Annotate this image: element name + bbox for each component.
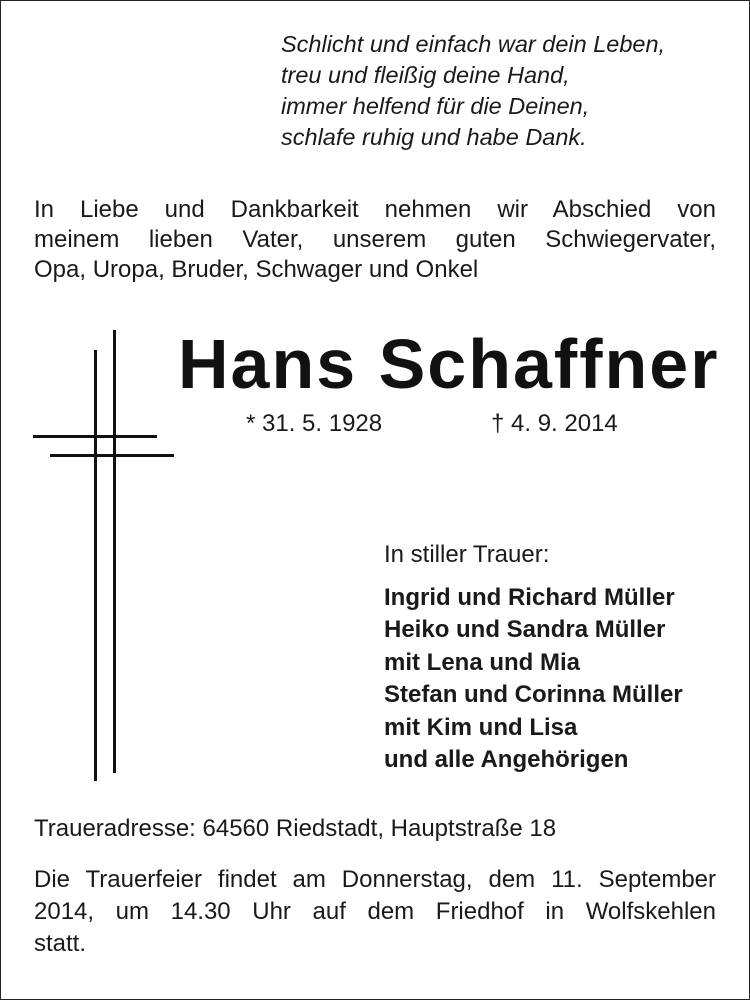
mourner-line: Heiko und Sandra Müller [384,616,666,644]
mourner-line: Stefan und Corinna Müller [384,681,683,709]
funeral-line: Die Trauerfeier findet am Donnerstag, dem 11. September [34,866,716,893]
mourners-list [384,582,683,776]
funeral-line: 2014, um 14.30 Uhr auf dem Friedhof in Wolfskehlen [34,898,716,925]
cross-icon-vertical-right [113,330,116,773]
mourners-heading: In stiller Trauer: [384,541,550,568]
mourner-line: und alle Angehörigen [384,746,629,774]
memorial-poem [281,29,665,153]
cross-icon-horizontal-top [33,435,157,438]
intro-line: Opa, Uropa, Bruder, Schwager und Onkel [34,256,479,283]
funeral-info [34,864,716,960]
mourner-line: mit Kim und Lisa [384,713,578,741]
cross-icon-horizontal-bottom [50,454,174,457]
funeral-line: statt. [34,930,87,957]
poem-line: treu und fleißig deine Hand, [281,62,570,88]
poem-line: Schlicht und einfach war dein Leben, [281,31,666,57]
farewell-intro [34,195,716,285]
birth-date: * 31. 5. 1928 [246,410,383,437]
deceased-name: Hans Schaffner [178,325,720,403]
mourner-line: mit Lena und Mia [384,648,581,676]
mourner-line: Ingrid und Richard Müller [384,584,675,611]
cross-icon-vertical-left [94,350,97,781]
poem-line: immer helfend für die Deinen, [281,93,590,119]
intro-line: meinem lieben Vater, unserem guten Schwiegervater, [34,226,716,253]
mourning-address: Traueradresse: 64560 Riedstadt, Hauptstraße 18 [34,815,557,842]
death-date: † 4. 9. 2014 [491,410,618,437]
poem-line: schlafe ruhig und habe Dank. [281,124,587,150]
intro-line: In Liebe und Dankbarkeit nehmen wir Abschied von [34,196,716,223]
